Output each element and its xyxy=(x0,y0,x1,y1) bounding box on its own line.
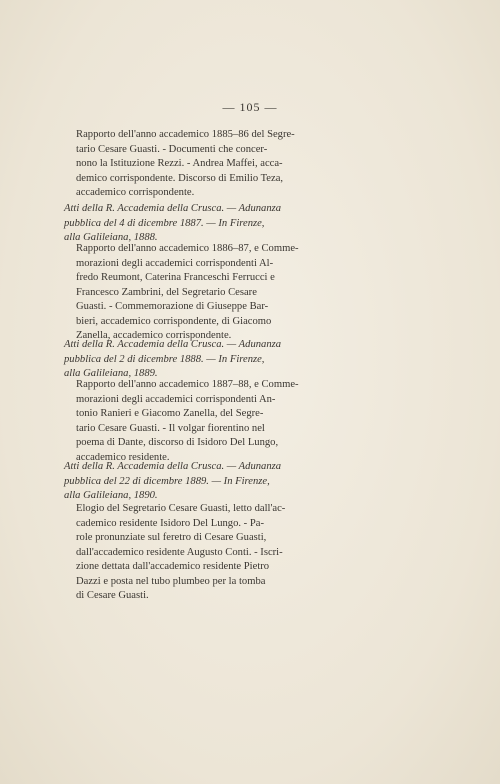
text-line: tario Cesare Guasti. - Documenti che concer- xyxy=(76,143,268,155)
atti-1887 xyxy=(64,202,347,246)
text-line: morazioni degli accademici corrispondenti An- xyxy=(76,393,276,405)
entry-rapporto-1887-88 xyxy=(76,378,347,465)
text-line: Rapporto dell'anno accademico 1887–88, e Comme- xyxy=(76,379,299,390)
text-line: pubblica del 22 di dicembre 1889. — In Firenze, xyxy=(64,475,270,487)
text-line: Dazzi e posta nel tubo plumbeo per la tomba xyxy=(76,575,266,587)
text-line: morazioni degli accademici corrispondenti Al- xyxy=(76,257,274,269)
text-line: poema di Dante, discorso di Isidoro Del Lungo, xyxy=(76,437,279,448)
text-line: zione dettata dall'accademico residente Pietro xyxy=(76,561,270,572)
text-line: nono la Istituzione Rezzi. - Andrea Maffei, acca- xyxy=(76,158,283,169)
atti-1888 xyxy=(64,338,347,382)
text-line: cademico residente Isidoro Del Lungo. - Pa- xyxy=(76,517,264,529)
text-line: alla Galileiana, 1890. xyxy=(64,490,158,501)
text-line: Francesco Zambrini, del Segretario Cesare xyxy=(76,286,257,298)
text-line: Atti della R. Accademia della Crusca. — Adunanza xyxy=(64,461,282,472)
entry-rapporto-1886-87 xyxy=(76,242,347,344)
text-line: di Cesare Guasti. xyxy=(76,590,149,601)
text-line: Rapporto dell'anno accademico 1886–87, e Comme- xyxy=(76,243,299,254)
entry-elogio-guasti xyxy=(76,502,347,604)
text-line: accademico residente. xyxy=(76,451,170,463)
text-line: Atti della R. Accademia della Crusca. — Adunanza xyxy=(64,203,282,214)
entry-rapporto-1885-86 xyxy=(76,128,347,201)
text-line: Elogio del Segretario Cesare Guasti, letto dall'ac- xyxy=(76,503,286,514)
text-line: accademico corrispondente. xyxy=(76,187,195,198)
text-line: Atti della R. Accademia della Crusca. — Adunanza xyxy=(64,339,282,350)
text-line: tonio Ranieri e Giacomo Zanella, del Segre- xyxy=(76,408,264,419)
text-line: Guasti. - Commemorazione di Giuseppe Bar- xyxy=(76,301,269,312)
text-line: tario Cesare Guasti. - Il volgar fiorentino nel xyxy=(76,422,265,434)
text-line: bieri, accademico corrispondente, di Giacomo xyxy=(76,315,272,327)
text-line: dall'accademico residente Augusto Conti. - Iscri- xyxy=(76,546,283,558)
text-line: demico corrispondente. Discorso di Emilio Teza, xyxy=(76,172,284,184)
text-line: Zanella, accademico corrispondente. xyxy=(76,330,232,341)
page-number: — 105 — xyxy=(222,100,278,114)
text-line: fredo Reumont, Caterina Franceschi Ferrucci e xyxy=(76,272,275,283)
atti-1889 xyxy=(64,460,347,504)
text-line: Rapporto dell'anno accademico 1885–86 del Segre- xyxy=(76,129,295,140)
text-line: alla Galileiana, 1888. xyxy=(64,232,158,243)
text-line: role pronunziate sul feretro di Cesare Guasti, xyxy=(76,532,267,543)
text-line: alla Galileiana, 1889. xyxy=(64,368,158,379)
text-line: pubblica del 2 di dicembre 1888. — In Firenze, xyxy=(64,353,265,365)
text-line: pubblica del 4 di dicembre 1887. — In Firenze, xyxy=(64,217,265,229)
